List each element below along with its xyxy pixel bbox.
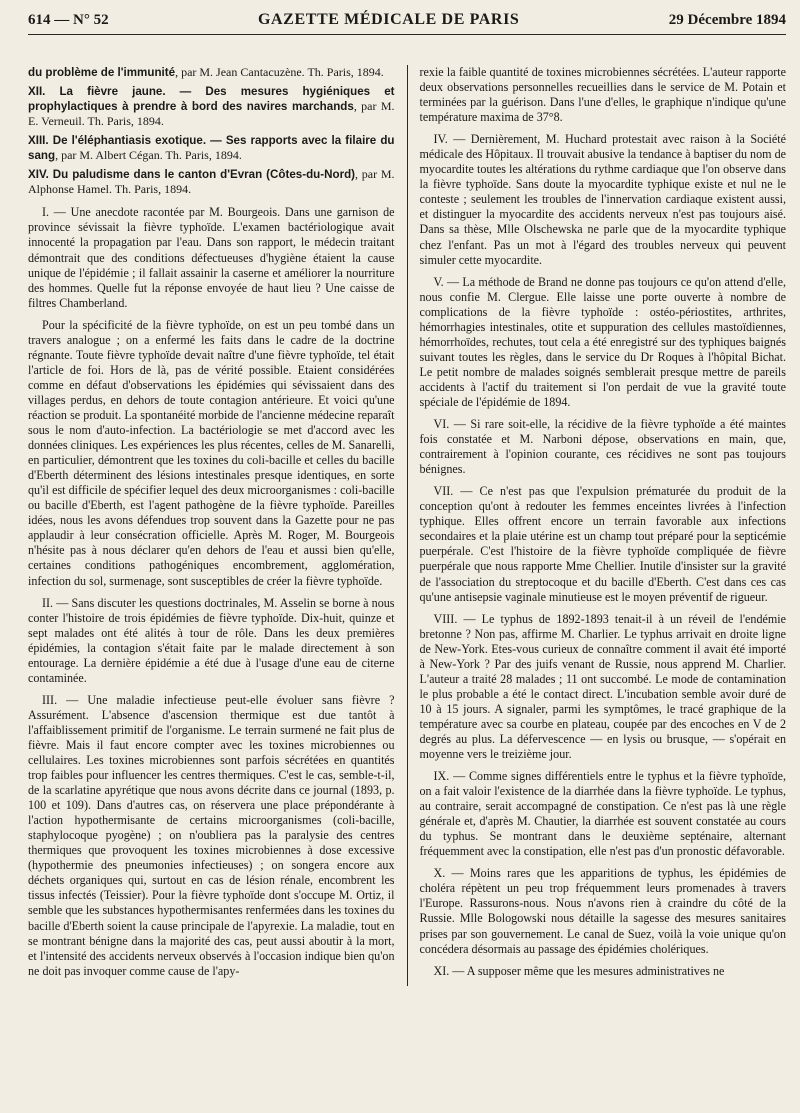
entry-title: XIV. Du paludisme dans le canton d'Evran (Côtes-du-Nord): [28, 168, 356, 182]
page-header: [28, 6, 786, 35]
column-divider: [407, 65, 408, 986]
entry-title: XII. La fièvre jaune. — Des mesures hygiéniques et prophylactiques à prendre à bord des navires marchands: [28, 85, 395, 114]
issue-date: 29 Décembre 1894: [668, 11, 786, 28]
paragraph-section-3: III. — Une maladie infectieuse peut-elle évoluer sans fièvre ? Assurément. L'absence d'ascension thermique est due tantôt à l'affaiblissement primitif de l'organisme. Le terrain surmené ne fait plus de fièvre. Mais il faut encore compter avec les toxines microbiennes ou cellulaires. Les toxines microbiennes sont parfois sécrétées en quantités trop faibles pour influencer les centres thermiques. C'est le cas, semble-t-il, de la scarlatine apyrétique que nous avons décrite dans ce journal (1893, p. 100 et 109). Dans d'autres cas, on réservera une place prépondérante à l'action hypothermisante de certains microorganismes (coli-bacille, staphylocoque pyogène) ; on n'oubliera pas la paralysie des centres thermiques que provoquent les toxines microbiennes à dose excessive (hypothermie des pneumonies infectieuses) ; on songera encore aux déchets organiques qui, surtout en cas de lésion rénale, encombrent les tissus infectés (Teissier). Pour la fièvre typhoïde dont s'occupe M. Ortiz, il semble que les substances hypothermisantes renfermées dans les toxines du bacille d'Eberth soient la cause principale de l'apyrexie. La maladie, tout en se montrant bénigne dans la majorité des cas, peut aussi aboutir à la mort, et l'intensité des accidents nerveux observés à l'occasion indique bien qu'on ne doit pas invoquer comme cause de l'apy-: [28, 692, 395, 978]
paragraph-section-6: VI. — Si rare soit-elle, la récidive de la fièvre typhoïde a été maintes fois constatée et M. Narboni dépose, observations en main, que, contrairement à l'opinion courante, ces récidives ne sont pas toujours bénignes.: [419, 417, 787, 477]
paragraph-section-4: IV. — Dernièrement, M. Huchard protestait avec raison à la Société médicale des Hôpitaux. Il trouvait abusive la tendance à baptiser du nom de myocardite toutes les altérations du rythme cardiaque que l'on observe dans la fièvre typhoïde. Sans doute la myocardite typhique existe et nul ne le conteste ; seulement les troubles de l'innervation cardiaque existent aussi, et distinguer la myocardite des accidents nerveux n'est pas toujours aisé. Dans sa thèse, Mlle Olschewska ne parle que de la myocardite typhique chez l'enfant. Pas un mot à l'égard des troubles nerveux qui peuvent simuler cette myocardite.: [419, 132, 787, 267]
bibliography-entry: [28, 84, 395, 129]
paragraph-section-1: I. — Une anecdote racontée par M. Bourgeois. Dans une garnison de province sévissait la fièvre typhoïde. L'examen bactériologique avait innocenté la propagation par l'eau. Dans son rapport, le médecin traitant démontrait que des conditions défectueuses d'hygiène étaient la cause unique de l'épidémie ; il fallait assainir la caserne et améliorer la nourriture des hommes. Quelle fut la réponse envoyée de haut lieu ? Une caisse de filtres Chamberland.: [28, 205, 395, 310]
entry-reference: , par M. Alphonse Hamel. Th. Paris, 1894.: [28, 167, 395, 197]
paragraph-section-8: VIII. — Le typhus de 1892-1893 tenait-il à un réveil de l'endémie bretonne ? Non pas, affirme M. Charlier. Le typhus arrivait en droite ligne de New-York. Etes-vous curieux de connaître comment il avait été importé à New-York ? Par des juifs venant de Russie, nous apprend M. Charlier. L'auteur a traité 28 malades ; 11 ont succombé. Le mode de contamination le plus probable a été le contact direct. L'incubation semble avoir duré de 10 à 15 jours. A signaler, parmi les symptômes, le tracé graphique de la température avec sa courbe en plateau, coupée par des encoches en V de 2 degrés au plus. La défervescence — en lysis ou brusque, — s'opérait en moyenne vers le treizième jour.: [419, 611, 787, 762]
paragraph-section-10: X. — Moins rares que les apparitions de typhus, les épidémies de choléra répètent un peu trop fréquemment leurs promenades à travers l'Europe. Rassurons-nous. Nous n'avons rien à craindre du côté de la Russie. Mlle Bologowski nous détaille la sagesse des mesures sanitaires prises par son gouvernement. Le canal de Suez, voilà la voie unique qu'on concédera désormais au passage des épidémies cholériques.: [419, 866, 787, 956]
entry-reference: , par M. E. Verneuil. Th. Paris, 1894.: [28, 99, 395, 129]
journal-title: GAZETTE MÉDICALE DE PARIS: [257, 11, 520, 28]
page-number: 614 — N° 52: [28, 11, 109, 28]
entry-reference: , par M. Jean Cantacuzène. Th. Paris, 1894.: [175, 65, 384, 79]
left-column: [28, 65, 395, 986]
paragraph-section-2: II. — Sans discuter les questions doctrinales, M. Asselin se borne à nous conter l'histoire de trois épidémies de fièvre typhoïde. Dix-huit, quinze et sept malades ont été alités à tour de rôle. Dans les deux premières épidémies, la contagion s'était faite par le malade directement à son entourage. La dernière épidémie a été due à l'usage d'une eau de citerne contaminée.: [28, 595, 395, 685]
right-column: [420, 65, 787, 986]
paragraph-section-11: XI. — A supposer même que les mesures administratives ne: [433, 963, 725, 978]
paragraph-section-1-continued: Pour la spécificité de la fièvre typhoïde, on est un peu tombé dans un travers analogue ; on a enfermé les faits dans le cadre de la doctrine régnante. Toute fièvre typhoïde devait naître d'une fièvre typhoïde, tel était l'article de foi. Hors de là, pas de vérité possible. Etaient considérées comme en défaut d'observations les épidémies qui sévissaient dans des villages perdus, en dehors de toute contagion antérieure. Et voici qu'une réaction se produit. La spontanéité morbide de l'ancienne médecine reparaît sous le nom d'auto-infection. La bactériologie se met d'accord avec les données cliniques. Les expériences les plus récentes, celles de M. Sanarelli, en particulier, démontrent que les toxines du coli-bacille et celles du bacille d'Eberth déterminent des lésions intestinales presque identiques, en sorte qu'il est difficile de spécifier lequel des deux microorganismes : coli-bacille ou bacille d'Eberth, est l'agent pathogène de la fièvre typhoïde. Pareilles idées, nous les avons défendues trop souvent dans la Gazette pour ne pas applaudir à leur consécration officielle. Après M. Roger, M. Bourgeois n'hésite pas à nous déclarer qu'en dehors de l'eau et aussi bien qu'elle, certaines conditions pathogéniques encombrement, agglomération, infection du sol, surmenage, sont susceptibles de créer la fièvre typhoïde.: [28, 317, 395, 588]
bibliography-entry: [28, 167, 395, 197]
paragraph-section-5: V. — La méthode de Brand ne donne pas toujours ce qu'on attend d'elle, nous confie M. Clergue. Elle laisse une porte ouverte à nombre de complications de la fièvre typhoïde : ostéo-périostites, arthrites, hémorrhagies intestinales, otite et suppuration des cellules mastoïdiennes, hémorrhoïdes, rechutes, tout cela a été enregistré sur des typhiques baignés suivant toutes les règles, dans le service du Dr Roques à l'hôpital Bichat. Le petit nombre de malades soignés semblerait presque mettre de pareils accidents à l'actif du traitement si l'on perdait de vue la gravité toute spéciale de l'épidémie de 1894.: [419, 274, 787, 409]
bibliography-entry: [28, 65, 395, 80]
entry-title: du problème de l'immunité: [28, 66, 176, 79]
bibliography-entry: [28, 133, 395, 163]
paragraph-section-7: VII. — Ce n'est pas que l'expulsion prématurée du produit de la conception qu'ont à redouter les femmes enceintes livrées à l'infection typhique. Elles offrent encore un terrain favorable aux infections secondaires et la plaie utérine est un champ tout préparé pour la septicémie puerpérale. C'est l'histoire de la fièvre typhoïde compliquée de fièvre puerpérale que nous rapporte Mme Chellier. Inutile d'insister sur la gravité de l'association du streptocoque et du bacille d'Eberth. C'est dans ces cas qu'une antisepsie vaginale minutieuse est le moyen préventif de rigueur.: [419, 484, 787, 604]
entry-reference: , par M. Albert Cégan. Th. Paris, 1894.: [55, 148, 242, 163]
paragraph-section-3-continued: rexie la faible quantité de toxines microbiennes sécrétées. L'auteur rapporte deux observations personnelles recueillies dans le service de M. Potain et terminées par la guérison. Dans l'une d'elles, le graphique n'indique qu'une température maxima de 37°8.: [419, 65, 787, 125]
newspaper-page: [0, 6, 800, 1113]
paragraph-section-9: IX. — Comme signes différentiels entre le typhus et la fièvre typhoïde, on a fait valoir l'existence de la diarrhée dans la fièvre typhoïde. Le typhus, au contraire, serait accompagné de constipation. Ce n'est pas là une règle générale et, d'après M. Chautier, la diarrhée est souvent constatée au cours du typhus. Se montrant dans le deuxième septénaire, alternant fréquemment avec la constipation, elle n'est pas d'un pronostic défavorable.: [419, 769, 787, 859]
entry-title: XIII. De l'éléphantiasis exotique. — Ses rapports avec la filaire du sang: [28, 134, 395, 163]
